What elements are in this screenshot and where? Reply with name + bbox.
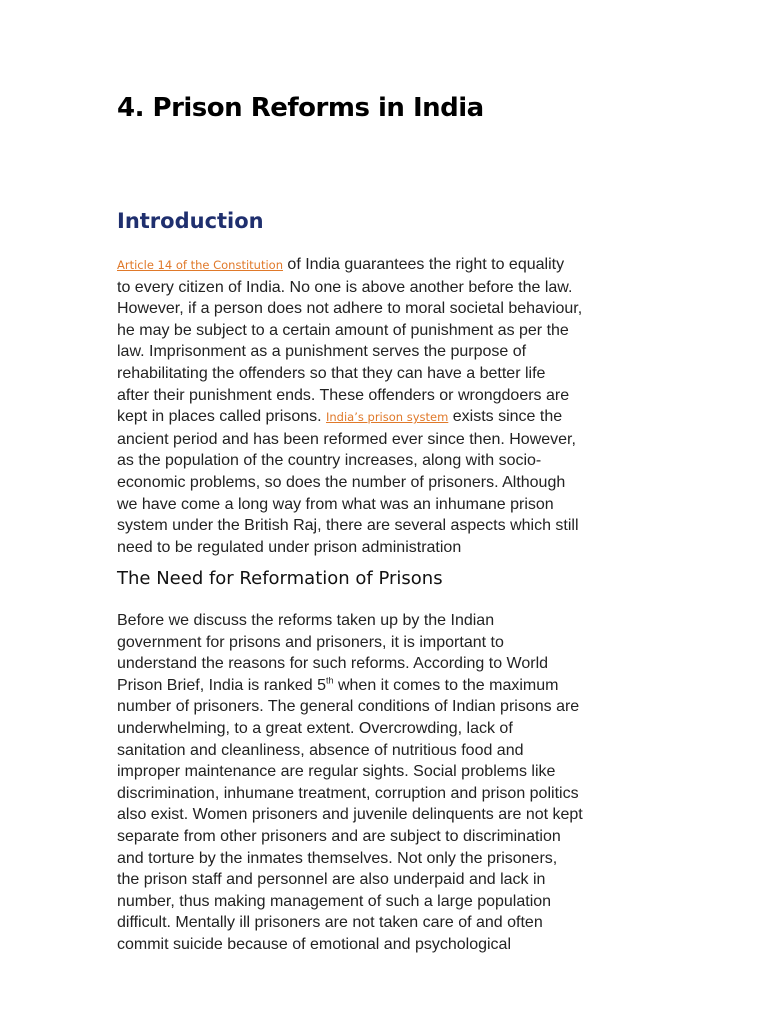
paragraph-line: separate from other prisoners and are subject to discrimination <box>117 827 561 845</box>
paragraph-line: government for prisons and prisoners, it is important to <box>117 633 504 651</box>
paragraph-line: improper maintenance are regular sights. Social problems like <box>117 763 556 781</box>
introduction-heading: Introduction <box>117 209 264 233</box>
paragraph-line: ancient period and has been reformed ever since then. However, <box>117 430 576 448</box>
paragraph-line: we have come a long way from what was an inhumane prison <box>117 495 554 513</box>
paragraph-line: need to be regulated under prison administration <box>117 538 462 556</box>
paragraph-line: understand the reasons for such reforms. According to World <box>117 655 549 673</box>
article-14-link[interactable]: Article 14 of the Constitution <box>117 258 283 272</box>
paragraph-line: to every citizen of India. No one is above another before the law. <box>117 278 573 296</box>
paragraph-line: difficult. Mentally ill prisoners are not taken care of and often <box>117 914 543 932</box>
paragraph-line: number of prisoners. The general conditions of Indian prisons are <box>117 698 580 716</box>
paragraph-line: Before we discuss the reforms taken up by the Indian <box>117 612 495 629</box>
paragraph-line: sanitation and cleanliness, absence of nutritious food and <box>117 741 524 759</box>
need-for-reformation-paragraph <box>117 610 657 956</box>
paragraph-line: and torture by the inmates themselves. Not only the prisoners, <box>117 849 558 867</box>
paragraph-line: the prison staff and personnel are also underpaid and lack in <box>117 871 546 889</box>
document-title: 4. Prison Reforms in India <box>117 93 484 123</box>
paragraph-line: he may be subject to a certain amount of punishment as per the <box>117 321 569 339</box>
paragraph-line: also exist. Women prisoners and juvenile delinquents are not kept <box>117 806 583 824</box>
paragraph-line: commit suicide because of emotional and psychological <box>117 935 511 953</box>
prison-system-link[interactable]: India’s prison system <box>326 410 449 425</box>
paragraph-line: rehabilitating the offenders so that they can have a better life <box>117 364 546 382</box>
paragraph-line: kept in places called prisons. India’s prison system exists since the <box>117 408 563 426</box>
paragraph-line: as the population of the country increases, along with socio- <box>117 452 542 470</box>
paragraph-line: underwhelming, to a great extent. Overcrowding, lack of <box>117 719 513 737</box>
ordinal-superscript: th <box>326 675 334 686</box>
paragraph-line: discrimination, inhumane treatment, corruption and prison politics <box>117 784 579 802</box>
paragraph-line: number, thus making management of such a large population <box>117 892 552 910</box>
paragraph-line: law. Imprisonment as a punishment serves the purpose of <box>117 343 527 361</box>
introduction-paragraph <box>117 254 657 558</box>
paragraph-line: economic problems, so does the number of prisoners. Although <box>117 473 566 491</box>
paragraph-line: Prison Brief, India is ranked 5th when it comes to the maximum <box>117 675 559 694</box>
need-for-reformation-heading: The Need for Reformation of Prisons <box>117 568 443 589</box>
paragraph-line: However, if a person does not adhere to moral societal behaviour, <box>117 300 583 318</box>
paragraph-line: after their punishment ends. These offenders or wrongdoers are <box>117 386 570 404</box>
paragraph-line: Article 14 of the Constitution of India guarantees the right to equality <box>117 256 565 273</box>
paragraph-line: system under the British Raj, there are several aspects which still <box>117 517 579 535</box>
